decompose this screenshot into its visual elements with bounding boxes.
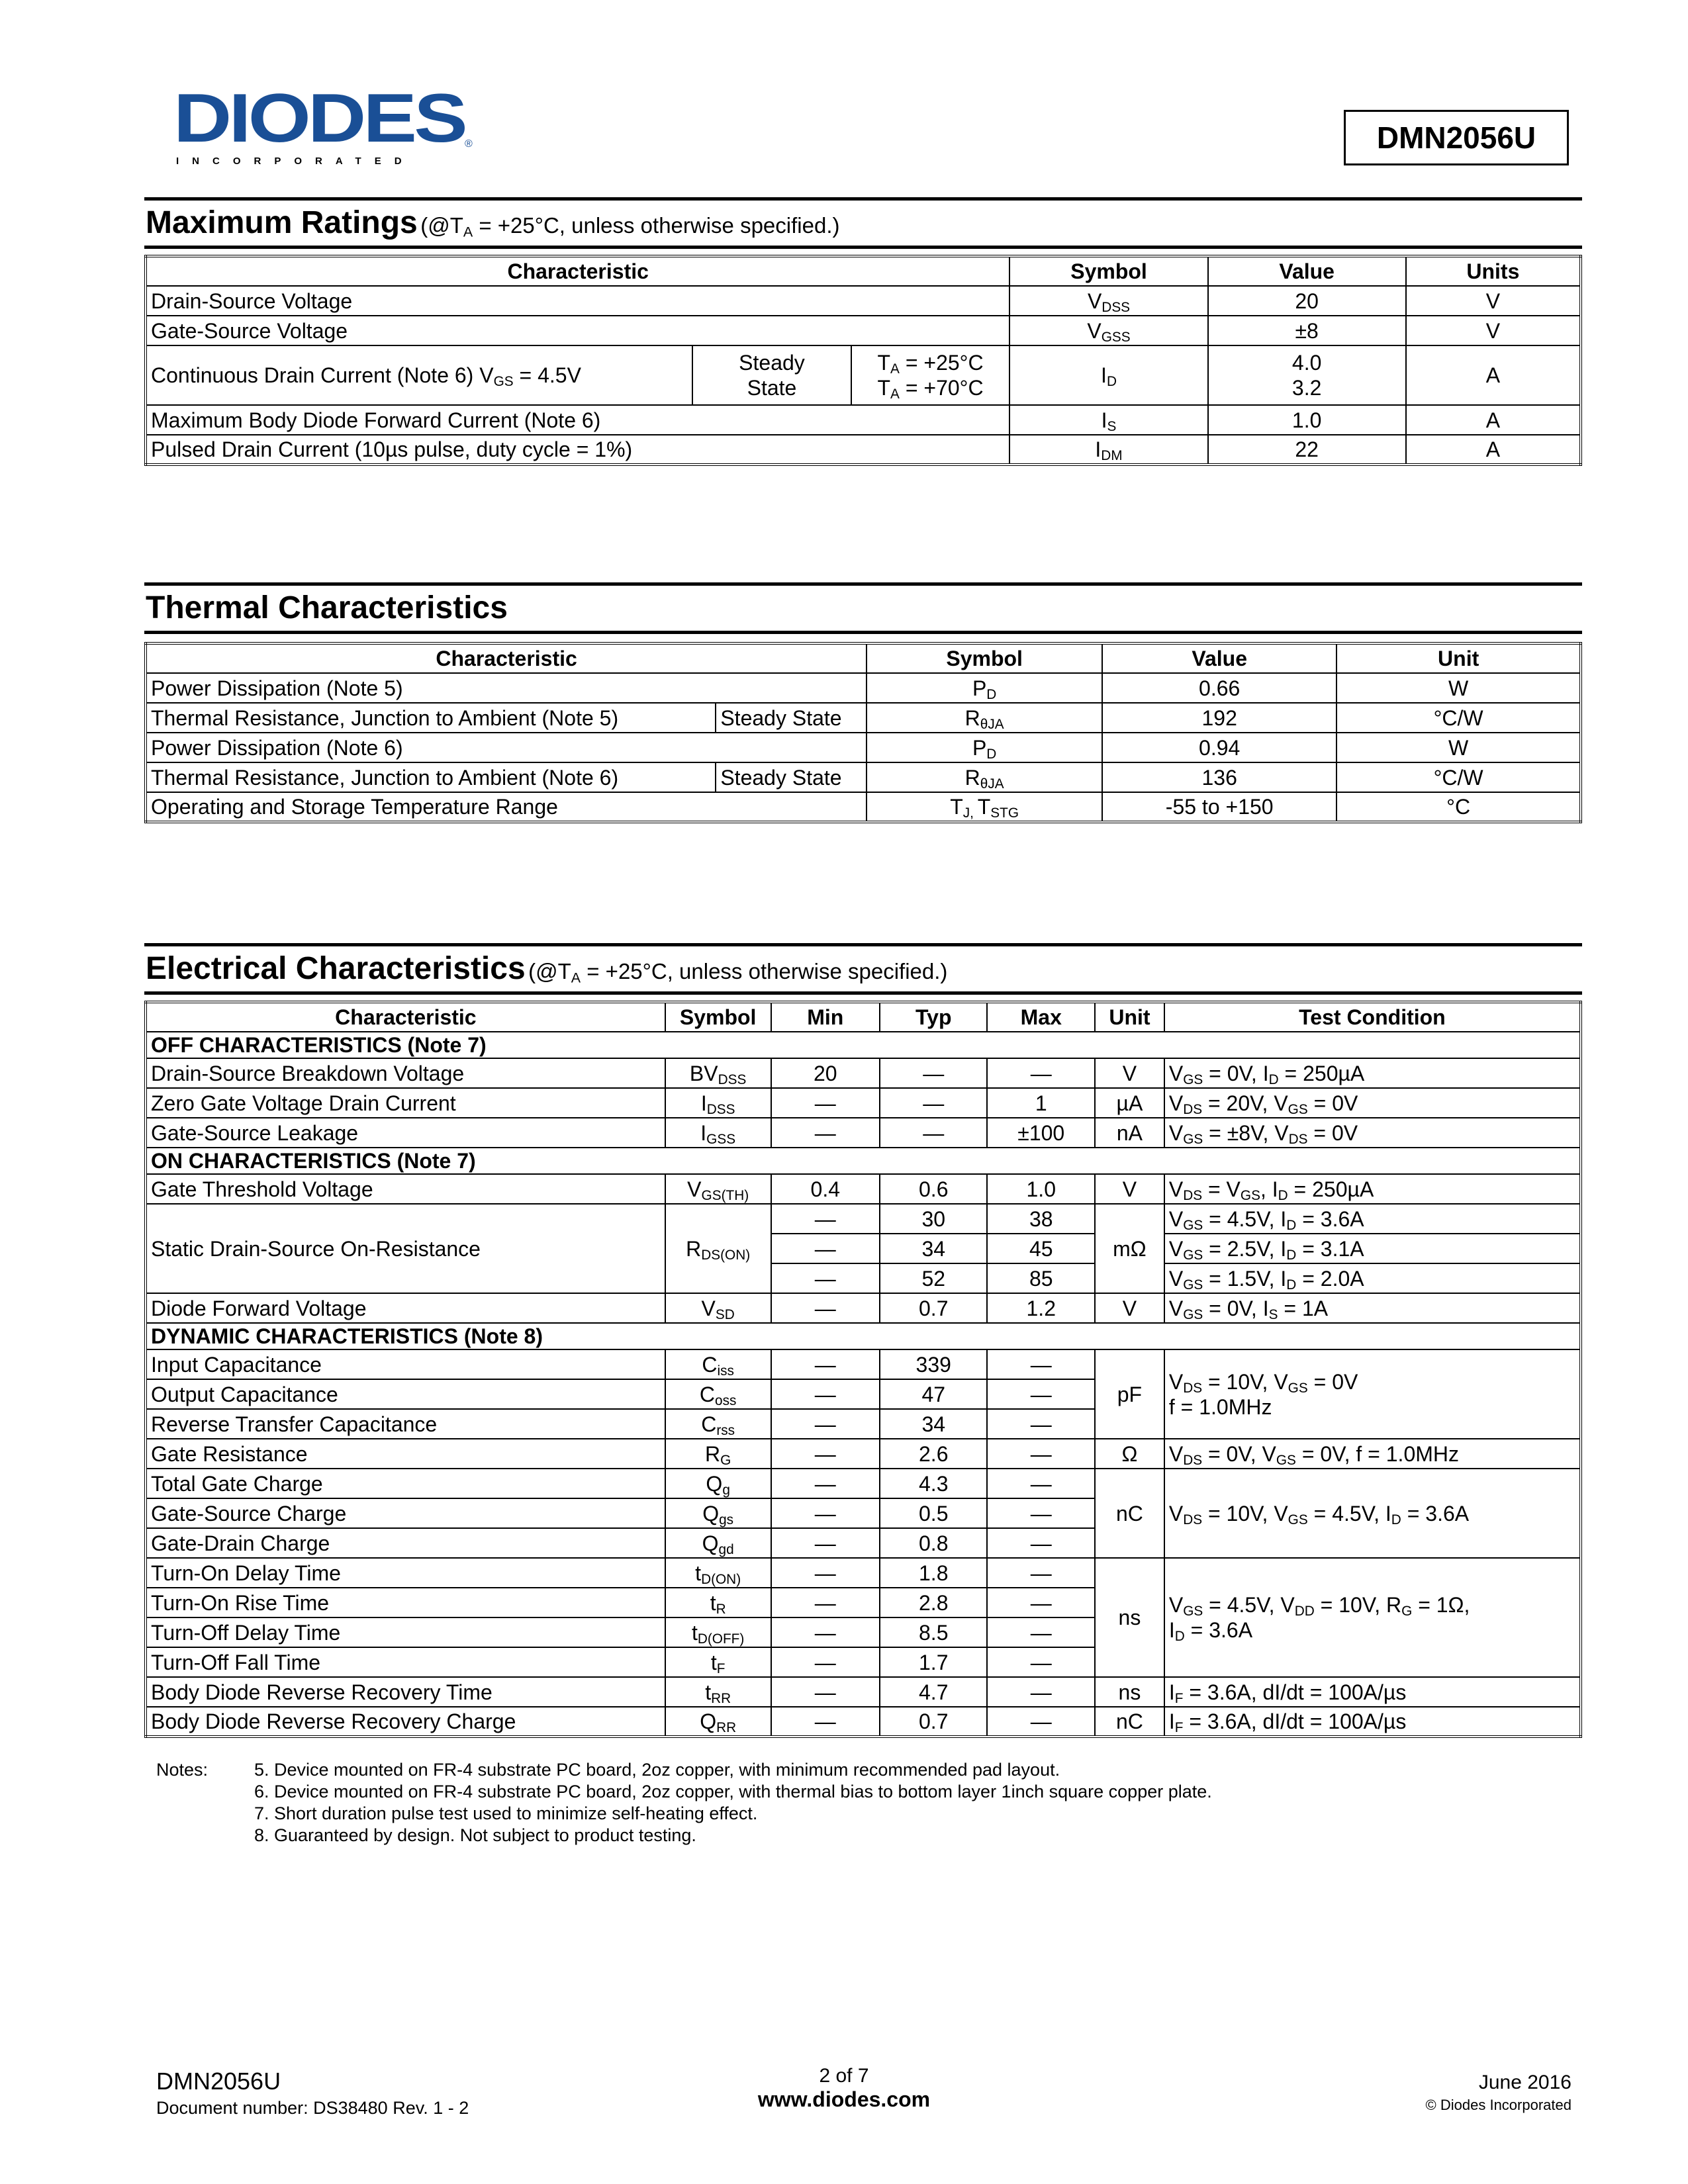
- table-row: [146, 1677, 1581, 1707]
- max: 1.0: [987, 1174, 1095, 1204]
- max: ±100: [987, 1118, 1095, 1148]
- min: —: [771, 1677, 880, 1707]
- characteristic: Reverse Transfer Capacitance: [146, 1409, 665, 1439]
- section-maximum-ratings: [144, 197, 1582, 249]
- unit: nC: [1095, 1469, 1164, 1558]
- test-condition: $I_F = 3.6A$, dI/dt = 100A/µs: [1164, 1707, 1581, 1737]
- symbol: $R_G$: [665, 1439, 771, 1469]
- unit: pF: [1095, 1349, 1164, 1439]
- min: 20: [771, 1058, 880, 1088]
- characteristic: Thermal Resistance, Junction to Ambient (Note 6): [146, 762, 716, 792]
- part-number-box: [1344, 110, 1569, 165]
- registered-mark: ®: [465, 138, 473, 150]
- symbol: $Q_{gs}$: [665, 1498, 771, 1528]
- symbol: $Q_{gd}$: [665, 1528, 771, 1558]
- condition: Steady State: [716, 703, 867, 733]
- min: —: [771, 1409, 880, 1439]
- characteristic: Body Diode Reverse Recovery Time: [146, 1677, 665, 1707]
- typ: 52: [880, 1263, 987, 1293]
- group-off-characteristics: OFF CHARACTERISTICS (Note 7): [146, 1032, 1581, 1058]
- characteristic: Static Drain-Source On-Resistance: [146, 1204, 665, 1293]
- diodes-logo: [173, 86, 485, 172]
- characteristic: Body Diode Reverse Recovery Charge: [146, 1707, 665, 1737]
- table-header-row: [146, 643, 1581, 673]
- table-row: [146, 1293, 1581, 1323]
- min: —: [771, 1204, 880, 1234]
- characteristic: Turn-On Rise Time: [146, 1588, 665, 1617]
- table-row: [146, 435, 1581, 465]
- typ: 8.5: [880, 1617, 987, 1647]
- test-condition: $V_{GS} = 0V$, $I_D = 250\mu A$: [1164, 1058, 1581, 1088]
- typ: 2.8: [880, 1588, 987, 1617]
- typ: 2.6: [880, 1439, 987, 1469]
- logo-wordmark: DIODES: [173, 86, 465, 157]
- section-title: Thermal Characteristics: [146, 590, 508, 625]
- min: —: [771, 1234, 880, 1263]
- max: 45: [987, 1234, 1095, 1263]
- section-electrical-characteristics: [144, 943, 1582, 995]
- characteristic: Turn-Off Delay Time: [146, 1617, 665, 1647]
- typ: 0.7: [880, 1293, 987, 1323]
- max: 38: [987, 1204, 1095, 1234]
- value: 136: [1102, 762, 1336, 792]
- symbol: $C_{oss}$: [665, 1379, 771, 1409]
- unit: W: [1336, 673, 1581, 703]
- typ: 4.7: [880, 1677, 987, 1707]
- test-condition: $V_{DS} = V_{GS}$, $I_D = 250\mu A$: [1164, 1174, 1581, 1204]
- header-max: Max: [987, 1002, 1095, 1032]
- symbol: $I_D$: [1009, 345, 1207, 405]
- note-item: 8. Guaranteed by design. Not subject to product testing.: [254, 1825, 696, 1845]
- table-row: [146, 345, 1581, 405]
- characteristic: Drain-Source Voltage: [146, 286, 1009, 316]
- group-dynamic-characteristics: DYNAMIC CHARACTERISTICS (Note 8): [146, 1323, 1581, 1349]
- typ: 0.5: [880, 1498, 987, 1528]
- min: —: [771, 1558, 880, 1588]
- header-typ: Typ: [880, 1002, 987, 1032]
- page-number: 2 of 7: [819, 2065, 869, 2087]
- characteristic: Pulsed Drain Current (10µs pulse, duty cycle = 1%): [146, 435, 1009, 465]
- test-condition: $V_{DS} = 20V$, $V_{GS} = 0V$: [1164, 1088, 1581, 1118]
- note-item: 7. Short duration pulse test used to minimize self-heating effect.: [254, 1803, 758, 1823]
- table-row: [146, 1088, 1581, 1118]
- value: 1.0: [1208, 405, 1406, 435]
- maximum-ratings-table: [144, 255, 1582, 466]
- value: 192: [1102, 703, 1336, 733]
- typ: 30: [880, 1204, 987, 1234]
- group-on-characteristics: ON CHARACTERISTICS (Note 7): [146, 1148, 1581, 1174]
- unit: °C/W: [1336, 762, 1581, 792]
- max: —: [987, 1379, 1095, 1409]
- table-row: [146, 1439, 1581, 1469]
- unit: ns: [1095, 1558, 1164, 1677]
- max: 85: [987, 1263, 1095, 1293]
- min: —: [771, 1293, 880, 1323]
- header-unit: Unit: [1095, 1002, 1164, 1032]
- max: —: [987, 1677, 1095, 1707]
- section-title: Electrical Characteristics: [146, 951, 526, 986]
- max: 1: [987, 1088, 1095, 1118]
- typ: 34: [880, 1234, 987, 1263]
- value: 0.94: [1102, 733, 1336, 762]
- symbol: $BV_{DSS}$: [665, 1058, 771, 1088]
- note-item: 6. Device mounted on FR-4 substrate PC board, 2oz copper, with thermal bias to bottom layer 1inch square copper plate.: [254, 1782, 1212, 1801]
- table-row: [146, 762, 1581, 792]
- header-value: Value: [1102, 643, 1336, 673]
- symbol: $C_{iss}$: [665, 1349, 771, 1379]
- symbol: $R_{\theta JA}$: [867, 703, 1102, 733]
- min: —: [771, 1349, 880, 1379]
- header-unit: Unit: [1336, 643, 1581, 673]
- section-thermal-characteristics: [144, 582, 1582, 634]
- table-row: [146, 1204, 1581, 1234]
- characteristic: Gate-Source Charge: [146, 1498, 665, 1528]
- characteristic: Output Capacitance: [146, 1379, 665, 1409]
- symbol: $I_{GSS}$: [665, 1118, 771, 1148]
- symbol: $V_{SD}$: [665, 1293, 771, 1323]
- max: —: [987, 1439, 1095, 1469]
- characteristic: Gate Threshold Voltage: [146, 1174, 665, 1204]
- min: —: [771, 1647, 880, 1677]
- table-row: [146, 703, 1581, 733]
- characteristic: Turn-On Delay Time: [146, 1558, 665, 1588]
- characteristic: Turn-Off Fall Time: [146, 1647, 665, 1677]
- characteristic: Continuous Drain Current (Note 6) $V_{GS} = 4.5V$: [146, 345, 692, 405]
- symbol: $t_{RR}$: [665, 1677, 771, 1707]
- test-condition: $V_{GS} = 2.5V$, $I_D = 3.1A$: [1164, 1234, 1581, 1263]
- min: —: [771, 1088, 880, 1118]
- unit: °C/W: [1336, 703, 1581, 733]
- table-row: [146, 1118, 1581, 1148]
- symbol: $T_{J,}$ $T_{STG}$: [867, 792, 1102, 822]
- temperature-condition: $T_A = +25^\circ C$ $T_A = +70^\circ C$: [851, 345, 1010, 405]
- table-row: [146, 1174, 1581, 1204]
- header-characteristic: Characteristic: [146, 1002, 665, 1032]
- symbol: $t_F$: [665, 1647, 771, 1677]
- max: —: [987, 1707, 1095, 1737]
- condition: Steady State: [692, 345, 851, 405]
- logo-subtext: INCORPORATED: [176, 156, 415, 167]
- max: 1.2: [987, 1293, 1095, 1323]
- header-units: Units: [1406, 256, 1581, 286]
- electrical-characteristics-table: [144, 1001, 1582, 1738]
- min: —: [771, 1439, 880, 1469]
- max: —: [987, 1588, 1095, 1617]
- footer-date: June 2016: [1478, 2071, 1571, 2093]
- min: 0.4: [771, 1174, 880, 1204]
- test-condition: $I_F = 3.6A$, dI/dt = 100A/µs: [1164, 1677, 1581, 1707]
- symbol: $I_{DM}$: [1009, 435, 1207, 465]
- footer-document-number: Document number: DS38480 Rev. 1 - 2: [156, 2098, 469, 2118]
- section-title: Maximum Ratings: [146, 205, 418, 240]
- header-characteristic: Characteristic: [146, 256, 1009, 286]
- max: —: [987, 1498, 1095, 1528]
- header-symbol: Symbol: [665, 1002, 771, 1032]
- symbol: $I_S$: [1009, 405, 1207, 435]
- symbol: $Q_g$: [665, 1469, 771, 1498]
- test-condition: $V_{DS} = 0V$, $V_{GS} = 0V$, f = 1.0MHz: [1164, 1439, 1581, 1469]
- table-row: [146, 316, 1581, 345]
- symbol: $R_{DS(ON)}$: [665, 1204, 771, 1293]
- typ: 4.3: [880, 1469, 987, 1498]
- footer-part-number: DMN2056U: [156, 2068, 281, 2095]
- section-condition: ($@T_A = +25^\circ C$, unless otherwise specified.): [420, 213, 840, 240]
- max: —: [987, 1647, 1095, 1677]
- unit: nC: [1095, 1707, 1164, 1737]
- value: 4.0 3.2: [1208, 345, 1406, 405]
- characteristic: Power Dissipation (Note 6): [146, 733, 867, 762]
- typ: —: [880, 1058, 987, 1088]
- table-row: [146, 733, 1581, 762]
- test-condition: $V_{GS} = 4.5V$, $V_{DD} = 10V$, $R_G = 1\Omega$, $I_D = 3.6A$: [1164, 1558, 1581, 1677]
- characteristic: Thermal Resistance, Junction to Ambient (Note 5): [146, 703, 716, 733]
- symbol: $V_{DSS}$: [1009, 286, 1207, 316]
- characteristic: Diode Forward Voltage: [146, 1293, 665, 1323]
- header-symbol: Symbol: [1009, 256, 1207, 286]
- unit: nA: [1095, 1118, 1164, 1148]
- max: —: [987, 1528, 1095, 1558]
- characteristic: Operating and Storage Temperature Range: [146, 792, 867, 822]
- characteristic: Zero Gate Voltage Drain Current: [146, 1088, 665, 1118]
- table-row: [146, 1707, 1581, 1737]
- footer-copyright: © Diodes Incorporated: [1425, 2097, 1571, 2113]
- symbol: $Q_{RR}$: [665, 1707, 771, 1737]
- value: -55 to +150: [1102, 792, 1336, 822]
- characteristic: Gate Resistance: [146, 1439, 665, 1469]
- min: —: [771, 1263, 880, 1293]
- unit: A: [1406, 435, 1581, 465]
- characteristic: Power Dissipation (Note 5): [146, 673, 867, 703]
- max: —: [987, 1349, 1095, 1379]
- unit: ns: [1095, 1677, 1164, 1707]
- footer-left: [156, 2068, 469, 2118]
- max: —: [987, 1469, 1095, 1498]
- min: —: [771, 1617, 880, 1647]
- table-row: [146, 1058, 1581, 1088]
- table-row: [146, 1469, 1581, 1498]
- typ: 1.8: [880, 1558, 987, 1588]
- symbol: $t_{D(OFF)}$: [665, 1617, 771, 1647]
- symbol: $V_{GSS}$: [1009, 316, 1207, 345]
- characteristic: Gate-Drain Charge: [146, 1528, 665, 1558]
- symbol: $V_{GS(TH)}$: [665, 1174, 771, 1204]
- characteristic: Gate-Source Voltage: [146, 316, 1009, 345]
- max: —: [987, 1558, 1095, 1588]
- section-condition: ($@T_A = +25^\circ C$, unless otherwise specified.): [528, 959, 948, 986]
- notes-list: [254, 1759, 1212, 1846]
- typ: 339: [880, 1349, 987, 1379]
- thermal-characteristics-table: [144, 642, 1582, 823]
- unit: °C: [1336, 792, 1581, 822]
- condition: Steady State: [716, 762, 867, 792]
- unit: Ω: [1095, 1439, 1164, 1469]
- unit: W: [1336, 733, 1581, 762]
- characteristic: Drain-Source Breakdown Voltage: [146, 1058, 665, 1088]
- typ: —: [880, 1118, 987, 1148]
- table-row: [146, 1349, 1581, 1379]
- typ: 34: [880, 1409, 987, 1439]
- typ: 1.7: [880, 1647, 987, 1677]
- test-condition: $V_{GS} = \pm 8V$, $V_{DS} = 0V$: [1164, 1118, 1581, 1148]
- table-row: [146, 405, 1581, 435]
- min: —: [771, 1707, 880, 1737]
- test-condition: $V_{GS} = 0V$, $I_S = 1A$: [1164, 1293, 1581, 1323]
- unit: A: [1406, 405, 1581, 435]
- min: —: [771, 1379, 880, 1409]
- unit: µA: [1095, 1088, 1164, 1118]
- footer-center: [757, 2065, 931, 2112]
- table-row: [146, 792, 1581, 822]
- header-min: Min: [771, 1002, 880, 1032]
- characteristic: Maximum Body Diode Forward Current (Note 6): [146, 405, 1009, 435]
- characteristic: Input Capacitance: [146, 1349, 665, 1379]
- unit: A: [1406, 345, 1581, 405]
- group-row: [146, 1323, 1581, 1349]
- value: 22: [1208, 435, 1406, 465]
- table-row: [146, 1558, 1581, 1588]
- typ: —: [880, 1088, 987, 1118]
- test-condition: $V_{GS} = 1.5V$, $I_D = 2.0A$: [1164, 1263, 1581, 1293]
- diodes-logo-graphic: [173, 86, 485, 172]
- symbol: $R_{\theta JA}$: [867, 762, 1102, 792]
- note-item: 5. Device mounted on FR-4 substrate PC board, 2oz copper, with minimum recommended pad layout.: [254, 1760, 1060, 1780]
- header-characteristic: Characteristic: [146, 643, 867, 673]
- min: —: [771, 1469, 880, 1498]
- characteristic: Gate-Source Leakage: [146, 1118, 665, 1148]
- website-link[interactable]: www.diodes.com: [757, 2087, 931, 2111]
- value: ±8: [1208, 316, 1406, 345]
- group-row: [146, 1032, 1581, 1058]
- symbol: $C_{rss}$: [665, 1409, 771, 1439]
- max: —: [987, 1409, 1095, 1439]
- notes-label: Notes:: [156, 1760, 209, 1780]
- typ: 0.8: [880, 1528, 987, 1558]
- symbol: $I_{DSS}$: [665, 1088, 771, 1118]
- value: 0.66: [1102, 673, 1336, 703]
- unit: V: [1406, 316, 1581, 345]
- table-row: [146, 673, 1581, 703]
- symbol: $t_R$: [665, 1588, 771, 1617]
- min: —: [771, 1498, 880, 1528]
- symbol: $t_{D(ON)}$: [665, 1558, 771, 1588]
- typ: 0.6: [880, 1174, 987, 1204]
- min: —: [771, 1528, 880, 1558]
- group-row: [146, 1148, 1581, 1174]
- symbol: $P_D$: [867, 673, 1102, 703]
- header-symbol: Symbol: [867, 643, 1102, 673]
- part-number: DMN2056U: [1376, 120, 1536, 155]
- characteristic: Total Gate Charge: [146, 1469, 665, 1498]
- unit: mΩ: [1095, 1204, 1164, 1293]
- min: —: [771, 1588, 880, 1617]
- test-condition: $V_{DS} = 10V$, $V_{GS} = 0V$ f = 1.0MHz: [1164, 1349, 1581, 1439]
- unit: V: [1095, 1293, 1164, 1323]
- table-row: [146, 286, 1581, 316]
- test-condition: $V_{GS} = 4.5V$, $I_D = 3.6A$: [1164, 1204, 1581, 1234]
- max: —: [987, 1617, 1095, 1647]
- header-value: Value: [1208, 256, 1406, 286]
- test-condition: $V_{DS} = 10V$, $V_{GS} = 4.5V$, $I_D = 3.6A$: [1164, 1469, 1581, 1558]
- typ: 47: [880, 1379, 987, 1409]
- unit: V: [1406, 286, 1581, 316]
- unit: V: [1095, 1058, 1164, 1088]
- footer-right: [1317, 2071, 1571, 2114]
- typ: 0.7: [880, 1707, 987, 1737]
- symbol: $P_D$: [867, 733, 1102, 762]
- value: 20: [1208, 286, 1406, 316]
- unit: V: [1095, 1174, 1164, 1204]
- header-test-condition: Test Condition: [1164, 1002, 1581, 1032]
- max: —: [987, 1058, 1095, 1088]
- min: —: [771, 1118, 880, 1148]
- table-header-row: [146, 1002, 1581, 1032]
- table-header-row: [146, 256, 1581, 286]
